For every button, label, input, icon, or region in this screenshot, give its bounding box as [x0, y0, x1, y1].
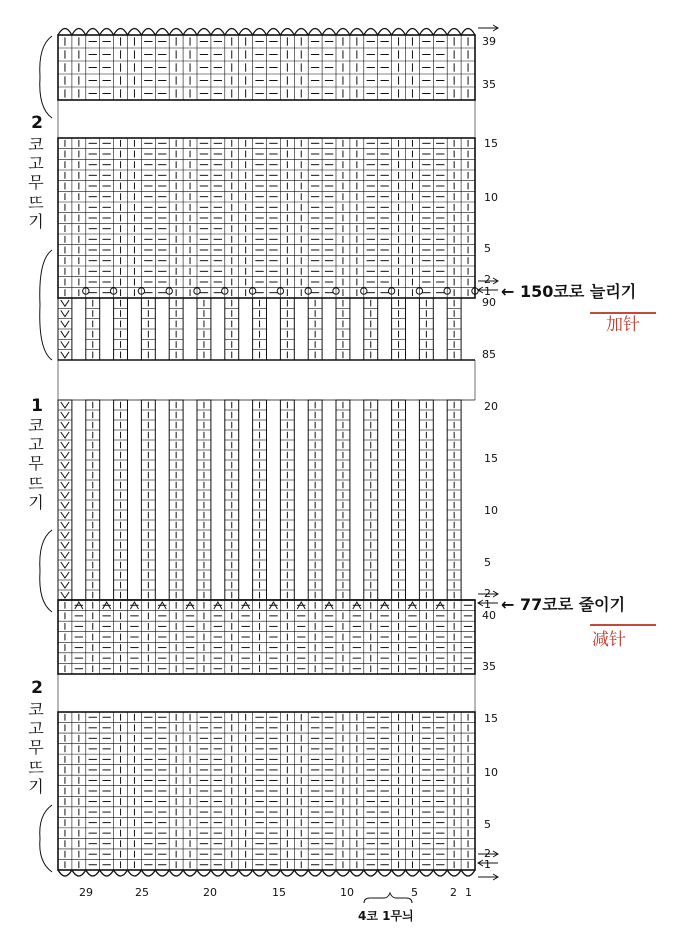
- cast-on-scallop: [211, 870, 225, 876]
- cast-off-scallop: [72, 29, 86, 36]
- row-label-5: 5: [484, 818, 491, 831]
- cast-on-scallop: [433, 870, 447, 876]
- side-text-lower: 코고무뜨기: [28, 700, 44, 796]
- cast-on-scallop: [169, 870, 183, 876]
- cast-on-scallop: [100, 870, 114, 876]
- row-label-90: 90: [482, 296, 496, 309]
- cast-on-scallop: [294, 870, 308, 876]
- slip-symbol: [61, 502, 69, 508]
- row-label-39: 39: [482, 35, 496, 48]
- cast-off-scallop: [239, 29, 253, 36]
- decrease-underline: [590, 624, 656, 626]
- section-brace: [40, 36, 52, 118]
- increase-note: ← 150코로 늘리기: [501, 282, 637, 301]
- cast-off-scallop: [294, 29, 308, 36]
- slip-symbol: [61, 452, 69, 458]
- cast-on-scallop: [336, 870, 350, 876]
- slip-symbol: [61, 442, 69, 448]
- cast-off-scallop: [461, 29, 475, 36]
- cast-on-scallop: [128, 870, 142, 876]
- slip-symbol: [61, 482, 69, 488]
- increase-note-cn: 加针: [606, 315, 640, 335]
- row-label-15: 15: [484, 452, 498, 465]
- slip-symbol: [61, 432, 69, 438]
- slip-symbol: [61, 562, 69, 568]
- cast-on-scallop: [392, 870, 406, 876]
- cast-on-scallop: [183, 870, 197, 876]
- decrease-note-cn: 减针: [592, 630, 626, 650]
- row-label-35: 35: [482, 78, 496, 91]
- cast-off-scallop: [406, 29, 420, 36]
- row-label-5: 5: [484, 556, 491, 569]
- cast-on-scallop: [72, 870, 86, 876]
- col-label-29: 29: [79, 886, 93, 899]
- cast-off-scallop: [350, 29, 364, 36]
- cast-on-scallop: [350, 870, 364, 876]
- row-label-20: 20: [484, 400, 498, 413]
- cast-off-scallop: [433, 29, 447, 36]
- cast-on-scallop: [447, 870, 461, 876]
- cast-on-scallop: [114, 870, 128, 876]
- row-label-1: 1: [484, 598, 491, 611]
- decrease-note: ← 77코로 줄이기: [501, 595, 626, 614]
- slip-symbol: [61, 412, 69, 418]
- row-label-2: 2: [484, 273, 491, 286]
- side-count-1: 1: [31, 396, 43, 416]
- col-label-10: 10: [340, 886, 354, 899]
- slip-symbol: [61, 300, 69, 306]
- slip-symbol: [61, 582, 69, 588]
- col-label-1: 1: [465, 886, 472, 899]
- slip-symbol: [61, 310, 69, 316]
- cast-off-scallop: [211, 29, 225, 36]
- slip-symbol: [61, 492, 69, 498]
- cast-off-scallop: [100, 29, 114, 36]
- slip-symbol: [61, 422, 69, 428]
- slip-symbol: [61, 352, 69, 358]
- row-label-40: 40: [482, 609, 496, 622]
- cast-on-scallop: [225, 870, 239, 876]
- cast-off-scallop: [447, 29, 461, 36]
- cast-on-scallop: [253, 870, 267, 876]
- row-label-10: 10: [484, 766, 498, 779]
- cast-off-scallop: [155, 29, 169, 36]
- row-label-15: 15: [484, 712, 498, 725]
- cast-on-scallop: [141, 870, 155, 876]
- slip-symbol: [61, 402, 69, 408]
- cast-on-scallop: [239, 870, 253, 876]
- cast-on-scallop: [406, 870, 420, 876]
- cast-on-scallop: [364, 870, 378, 876]
- cast-off-scallop: [141, 29, 155, 36]
- col-label-15: 15: [272, 886, 286, 899]
- col-label-2: 2: [450, 886, 457, 899]
- slip-symbol: [61, 462, 69, 468]
- slip-symbol: [61, 542, 69, 548]
- cast-off-scallop: [419, 29, 433, 36]
- slip-symbol: [61, 341, 69, 347]
- col-label-5: 5: [411, 886, 418, 899]
- cast-off-scallop: [392, 29, 406, 36]
- side-count-2-lower: 2: [31, 678, 43, 698]
- row-label-35: 35: [482, 660, 496, 673]
- section-brace: [40, 805, 52, 872]
- row-label-1: 1: [484, 285, 491, 298]
- cast-on-scallop: [419, 870, 433, 876]
- cast-off-scallop: [253, 29, 267, 36]
- side-count-2-upper: 2: [31, 113, 43, 133]
- cast-off-scallop: [308, 29, 322, 36]
- cast-off-scallop: [267, 29, 281, 36]
- section-brace: [40, 250, 52, 360]
- slip-symbol: [61, 522, 69, 528]
- cast-off-scallop: [197, 29, 211, 36]
- col-label-20: 20: [203, 886, 217, 899]
- cast-off-scallop: [364, 29, 378, 36]
- increase-underline: [590, 312, 656, 314]
- cast-off-scallop: [336, 29, 350, 36]
- row-label-10: 10: [484, 504, 498, 517]
- slip-symbol: [61, 472, 69, 478]
- slip-symbol: [61, 331, 69, 337]
- repeat-label: 4코 1무늬: [358, 909, 414, 923]
- cast-off-scallop: [322, 29, 336, 36]
- cast-on-scallop: [461, 870, 475, 876]
- cast-on-scallop: [58, 870, 72, 876]
- cast-off-scallop: [128, 29, 142, 36]
- cast-off-scallop: [280, 29, 294, 36]
- cast-on-scallop: [267, 870, 281, 876]
- section-brace: [40, 530, 52, 612]
- row-label-2: 2: [484, 587, 491, 600]
- row-label-2: 2: [484, 847, 491, 860]
- slip-symbol: [61, 552, 69, 558]
- slip-symbol: [61, 532, 69, 538]
- cast-on-scallop: [280, 870, 294, 876]
- cast-off-scallop: [58, 29, 72, 36]
- repeat-bracket: [364, 893, 412, 903]
- cast-off-scallop: [114, 29, 128, 36]
- row-label-5: 5: [484, 242, 491, 255]
- cast-on-scallop: [86, 870, 100, 876]
- cast-on-scallop: [197, 870, 211, 876]
- row-label-1: 1: [484, 858, 491, 871]
- col-label-25: 25: [135, 886, 149, 899]
- slip-symbol: [61, 321, 69, 327]
- row-label-10: 10: [484, 191, 498, 204]
- side-text-upper: 코고무뜨기: [28, 135, 44, 231]
- slip-symbol: [61, 592, 69, 598]
- cast-on-scallop: [155, 870, 169, 876]
- cast-off-scallop: [86, 29, 100, 36]
- side-text-middle: 코고무뜨기: [28, 416, 44, 512]
- cast-off-scallop: [169, 29, 183, 36]
- cast-off-scallop: [183, 29, 197, 36]
- cast-off-scallop: [378, 29, 392, 36]
- row-label-15: 15: [484, 137, 498, 150]
- cast-on-scallop: [378, 870, 392, 876]
- slip-symbol: [61, 512, 69, 518]
- cast-on-scallop: [322, 870, 336, 876]
- slip-symbol: [61, 572, 69, 578]
- row-label-85: 85: [482, 348, 496, 361]
- cast-on-scallop: [308, 870, 322, 876]
- cast-off-scallop: [225, 29, 239, 36]
